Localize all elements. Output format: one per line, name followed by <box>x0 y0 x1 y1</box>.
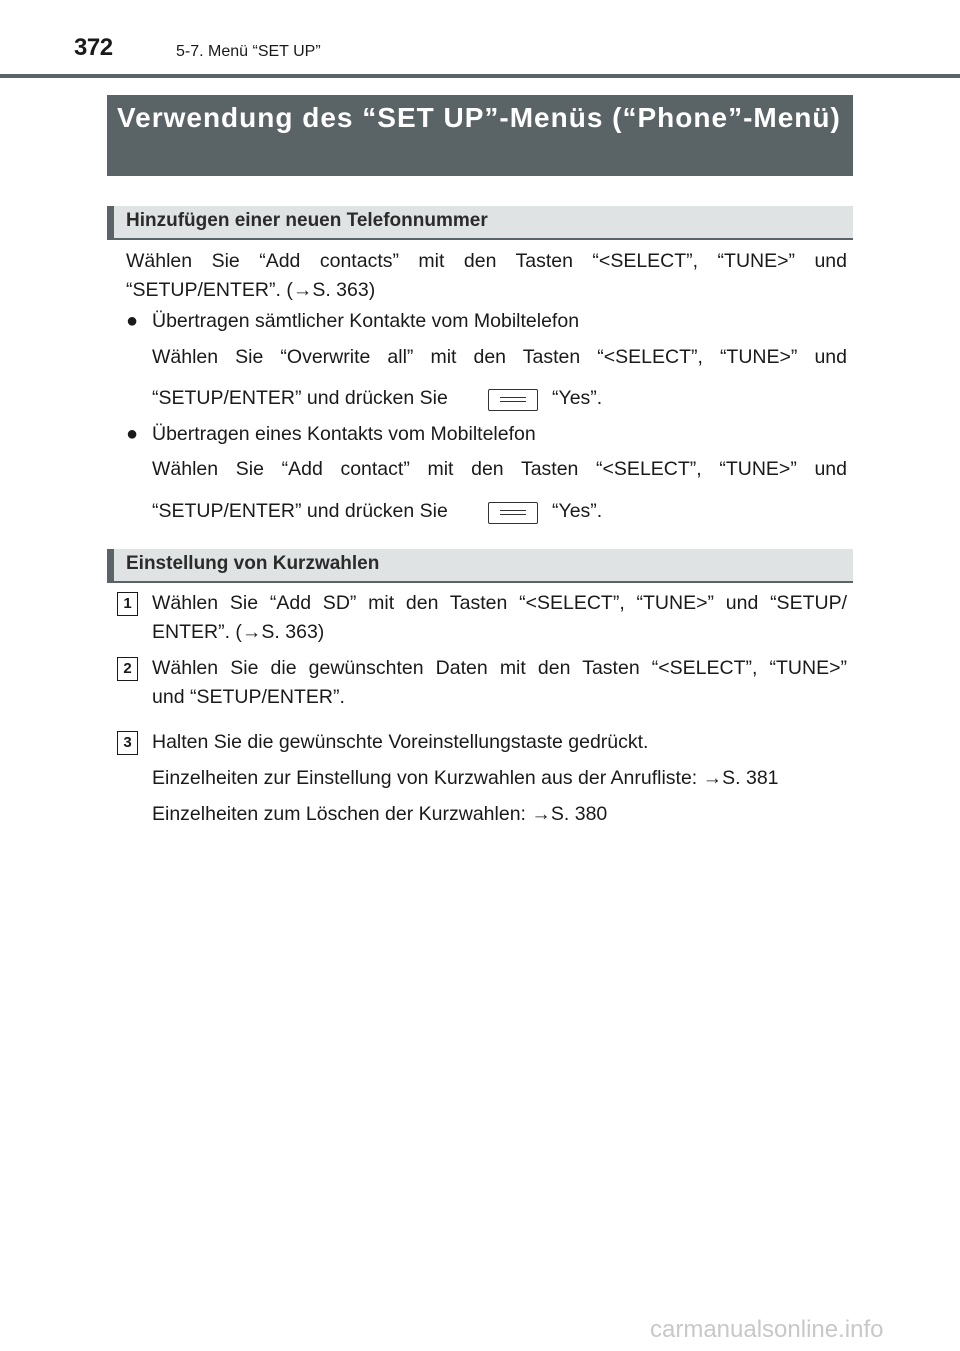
step-3-note-1: Einzelheiten zur Einstellung von Kurzwahlen aus der Anrufliste: →S. 381 <box>152 767 779 789</box>
bullet-title-transfer-all: Übertragen sämtlicher Kontakte vom Mobiltelefon <box>152 310 580 332</box>
header-rule <box>0 74 960 78</box>
bullet-text-transfer-all-yes: “Yes”. <box>552 387 603 409</box>
bullet-glyph: ● <box>126 310 139 332</box>
bullet-text-transfer-one-line-2: “SETUP/ENTER” und drücken Sie <box>152 500 448 522</box>
step-number-box: 1 <box>117 592 138 616</box>
step-3-line-1: Halten Sie die gewünschte Voreinstellungstaste gedrückt. <box>152 731 649 753</box>
step-1-line-1: Wählen Sie “Add SD” mit den Tasten “<SELECT”, “TUNE>” und “SETUP/ <box>152 592 847 614</box>
bullet-glyph: ● <box>126 423 139 445</box>
step-2-line-1: Wählen Sie die gewünschten Daten mit den Tasten “<SELECT”, “TUNE>” <box>152 657 847 679</box>
list-button-icon <box>488 502 538 524</box>
section-heading-add-number: Hinzufügen einer neuen Telefonnummer <box>107 206 853 240</box>
bullet-text-transfer-all-line-1: Wählen Sie “Overwrite all” mit den Tasten “<SELECT”, “TUNE>” und <box>152 346 847 368</box>
bullet-title-transfer-one: Übertragen eines Kontakts vom Mobiltelefon <box>152 423 536 445</box>
step-number-box: 2 <box>117 657 138 681</box>
intro-line-2: “SETUP/ENTER”. (→S. 363) <box>126 279 376 301</box>
intro-line-1: Wählen Sie “Add contacts” mit den Tasten “<SELECT”, “TUNE>” und <box>126 250 847 272</box>
bullet-text-transfer-all-line-2: “SETUP/ENTER” und drücken Sie <box>152 387 448 409</box>
step-2-line-2: und “SETUP/ENTER”. <box>152 686 345 708</box>
page-title: Verwendung des “SET UP”-Menüs (“Phone”-Menü) <box>107 95 853 176</box>
bullet-text-transfer-one-yes: “Yes”. <box>552 500 603 522</box>
bullet-text-transfer-one-line-1: Wählen Sie “Add contact” mit den Tasten “<SELECT”, “TUNE>” und <box>152 458 847 480</box>
list-button-icon <box>488 389 538 411</box>
watermark: carmanualsonline.info <box>650 1316 884 1343</box>
step-number-box: 3 <box>117 731 138 755</box>
page-number: 372 <box>74 34 113 61</box>
section-reference: 5-7. Menü “SET UP” <box>176 43 321 60</box>
step-1-line-2: ENTER”. (→S. 363) <box>152 621 325 643</box>
step-3-note-2: Einzelheiten zum Löschen der Kurzwahlen: →S. 380 <box>152 803 608 825</box>
section-heading-speed-dial: Einstellung von Kurzwahlen <box>107 549 853 583</box>
